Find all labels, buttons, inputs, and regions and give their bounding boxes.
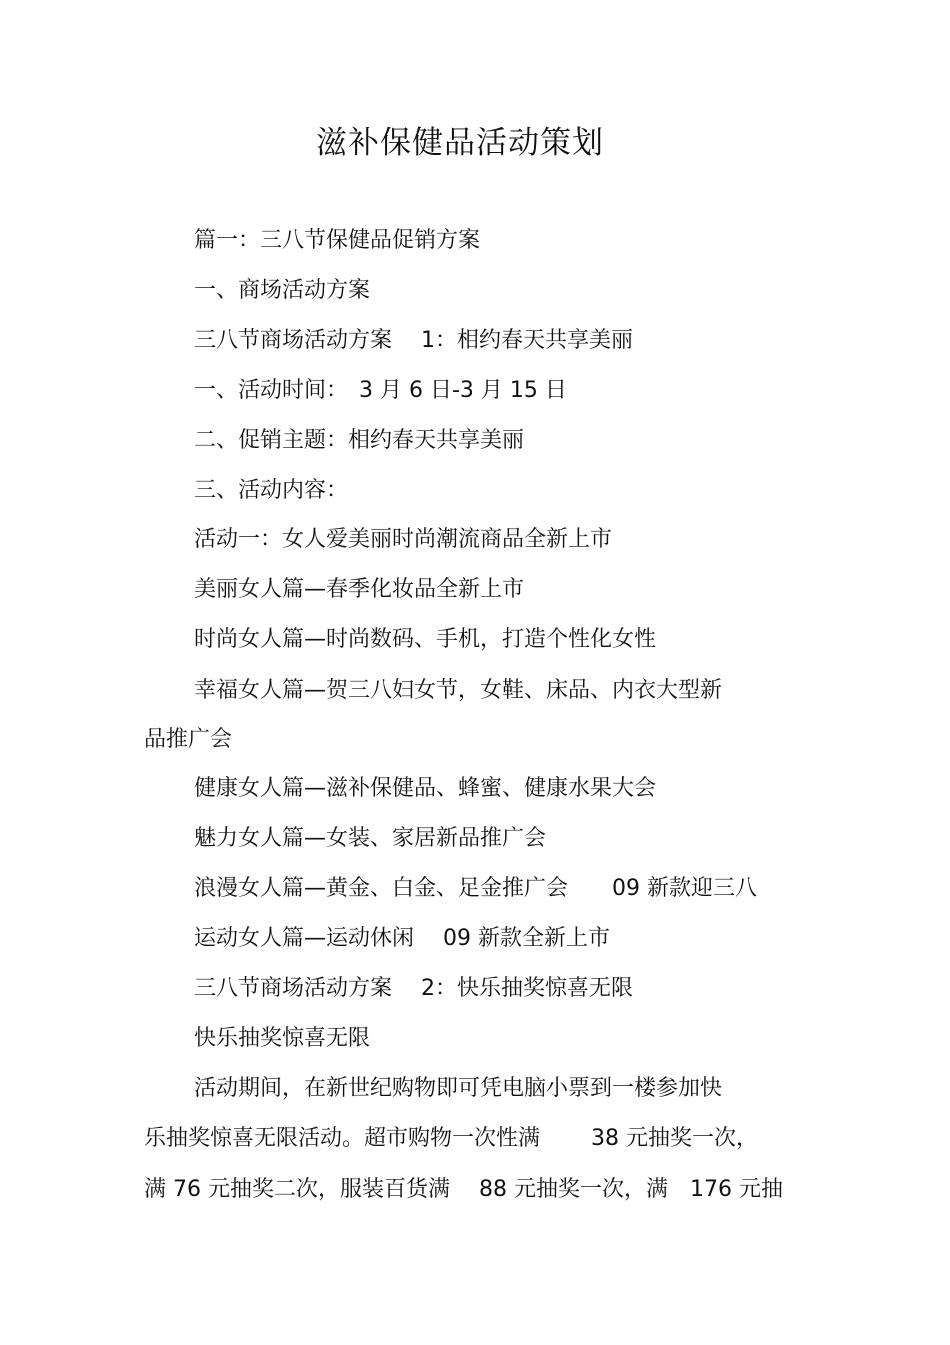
activity-content-heading: 三、活动内容： (194, 478, 349, 503)
section-heading: 篇一：三八节保健品促销方案 (194, 228, 481, 253)
paragraph-line: 时尚女人篇—时尚数码、手机，打造个性化女性 (194, 627, 657, 652)
paragraph-line: 美丽女人篇—春季化妆品全新上市 (194, 577, 525, 602)
paragraph-line: 活动期间，在新世纪购物即可凭电脑小票到一楼参加快 (194, 1076, 723, 1101)
paragraph-line-continued: 品推广会 (144, 727, 233, 752)
subsection-heading: 一、商场活动方案 (194, 278, 371, 303)
paragraph-line-continued: 乐抽奖惊喜无限活动。超市购物一次性满 38 元抽奖一次， (144, 1126, 758, 1151)
paragraph-line: 快乐抽奖惊喜无限 (194, 1026, 371, 1051)
promotion-theme: 二、促销主题：相约春天共享美丽 (194, 428, 525, 453)
activity-one: 活动一：女人爱美丽时尚潮流商品全新上市 (194, 527, 613, 552)
paragraph-line-continued: 满 76 元抽奖二次，服装百货满 88 元抽奖一次，满 176 元抽 (144, 1177, 783, 1202)
paragraph-line: 运动女人篇—运动休闲 09 新款全新上市 (194, 926, 610, 951)
document-title: 滋补保健品活动策划 (316, 125, 604, 161)
paragraph-line: 健康女人篇—滋补保健品、蜂蜜、健康水果大会 (194, 776, 657, 801)
plan-heading: 三八节商场活动方案 2：快乐抽奖惊喜无限 (194, 976, 633, 1001)
paragraph-line: 浪漫女人篇—黄金、白金、足金推广会 09 新款迎三八 (194, 876, 757, 901)
paragraph-line: 魅力女人篇—女装、家居新品推广会 (194, 826, 547, 851)
plan-heading: 三八节商场活动方案 1：相约春天共享美丽 (194, 328, 633, 353)
paragraph-line: 幸福女人篇—贺三八妇女节，女鞋、床品、内衣大型新 (194, 678, 723, 703)
activity-time: 一、活动时间： 3 月 6 日-3 月 15 日 (194, 378, 567, 403)
